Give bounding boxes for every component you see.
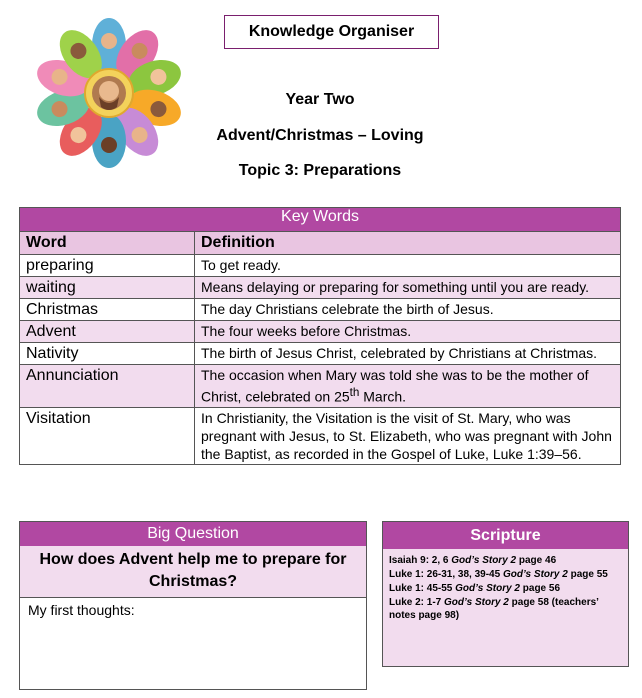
word-cell: preparing: [20, 255, 195, 277]
definition-cell: To get ready.: [195, 255, 621, 277]
first-thoughts-label: My first thoughts:: [28, 602, 135, 618]
definition-cell: In Christianity, the Visitation is the visit of St. Mary, who was pregnant with Jesus, to St. Elizabeth, who was pregnant with John the Baptist, as recorded in the Gospel of Luke, Luke 1:39–56.: [195, 407, 621, 464]
list-item: [389, 568, 622, 581]
word-cell: Nativity: [20, 343, 195, 365]
scripture-book: God’s Story 2: [444, 597, 509, 608]
word-cell: waiting: [20, 277, 195, 299]
table-row: [20, 343, 621, 365]
table-row: [20, 365, 621, 408]
scripture-heading: Scripture: [383, 522, 628, 549]
ordinal-suffix: th: [349, 386, 360, 399]
scripture-ref: Luke 1: 26-31, 38, 39-45: [389, 569, 503, 580]
scripture-book: God’s Story 2: [502, 569, 568, 580]
scripture-page: page 56: [520, 583, 561, 594]
word-cell: Visitation: [20, 407, 195, 464]
definition-cell: [195, 365, 621, 408]
scripture-ref: Luke 1: 45-55: [389, 583, 456, 594]
scripture-ref: Luke 2: 1-7: [389, 597, 445, 608]
word-cell: Annunciation: [20, 365, 195, 408]
scripture-box: [382, 521, 629, 667]
definition-cell: Means delaying or preparing for something until you are ready.: [195, 277, 621, 299]
scripture-ref: Isaiah 9: 2, 6: [389, 555, 452, 566]
word-cell: Advent: [20, 321, 195, 343]
scripture-page: page 46: [516, 555, 557, 566]
page-title: Knowledge Organiser: [224, 15, 439, 49]
list-item: [389, 582, 622, 595]
word-column-header: Word: [20, 232, 195, 255]
topic-heading: Topic 3: Preparations: [238, 162, 402, 179]
table-row: [20, 255, 621, 277]
scripture-list: [383, 549, 628, 628]
key-words-heading: Key Words: [20, 208, 621, 232]
table-row: [20, 407, 621, 464]
year-heading: Year Two: [285, 91, 355, 108]
big-question-box: [19, 521, 367, 690]
table-row: [20, 299, 621, 321]
definition-cell: The day Christians celebrate the birth of Jesus.: [195, 299, 621, 321]
table-row: [20, 321, 621, 343]
scripture-page: page 55: [567, 569, 608, 580]
definition-column-header: Definition: [195, 232, 621, 255]
key-words-table: [19, 207, 621, 465]
table-row: [20, 277, 621, 299]
unit-heading: Advent/Christmas – Loving: [216, 127, 424, 144]
list-item: [389, 554, 622, 567]
scripture-book: God’s Story 2: [455, 583, 520, 594]
definition-cell: The four weeks before Christmas.: [195, 321, 621, 343]
definition-text-end: March.: [359, 388, 407, 405]
scripture-page: page 58 (teachers’ notes page 98): [389, 597, 599, 621]
definition-text: The occasion when Mary was told she was to be the mother of Christ, celebrated on 25: [201, 367, 589, 405]
word-cell: Christmas: [20, 299, 195, 321]
scripture-book: God’s Story 2: [451, 555, 517, 566]
big-question-heading: Big Question: [20, 522, 366, 546]
big-question-text: How does Advent help me to prepare for Christmas?: [20, 546, 366, 598]
definition-cell: The birth of Jesus Christ, celebrated by Christians at Christmas.: [195, 343, 621, 365]
list-item: [389, 596, 622, 622]
